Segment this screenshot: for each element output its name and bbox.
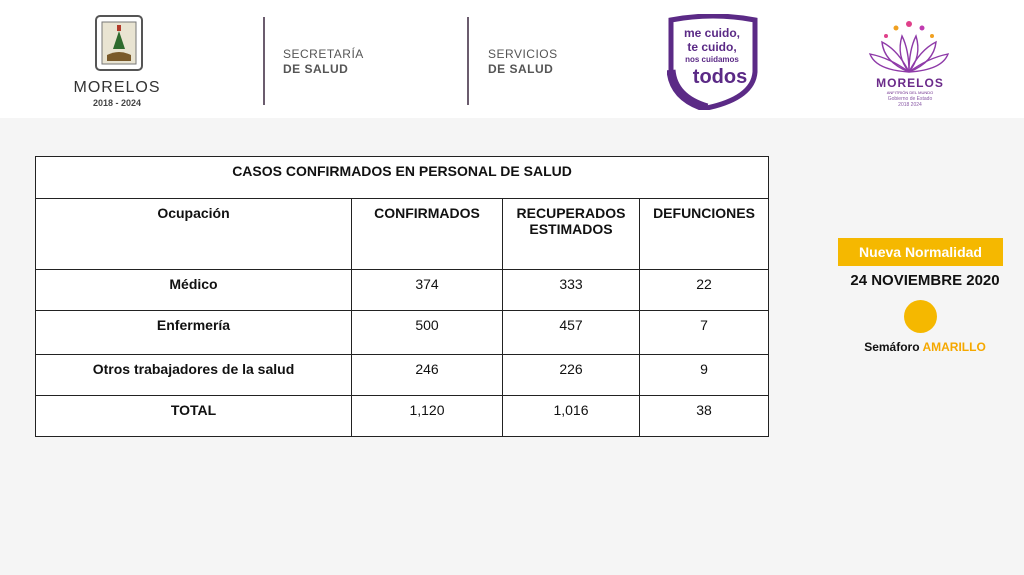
cell-defunciones: 22 bbox=[640, 270, 769, 311]
cell-confirmados: 500 bbox=[352, 311, 503, 355]
table-row-total bbox=[36, 396, 769, 437]
tourism-logo-name: MORELOS bbox=[876, 76, 944, 90]
semaforo-color-text: AMARILLO bbox=[922, 340, 986, 354]
tourism-logo-tagline: ANFITRIÓN DEL MUNDO bbox=[886, 90, 934, 95]
cell-ocupacion: Otros trabajadores de la salud bbox=[36, 355, 352, 396]
cell-recuperados: 333 bbox=[503, 270, 640, 311]
campaign-line4: todos bbox=[692, 66, 748, 88]
column-header-confirmados: CONFIRMADOS bbox=[352, 199, 503, 270]
cell-recuperados: 1,016 bbox=[503, 396, 640, 437]
cell-recuperados: 226 bbox=[503, 355, 640, 396]
semaforo-label: Semáforo bbox=[864, 340, 920, 354]
morelos-logo-text: MORELOS bbox=[73, 79, 161, 96]
morelos-shield-logo bbox=[95, 15, 143, 71]
cell-confirmados: 246 bbox=[352, 355, 503, 396]
cell-defunciones: 38 bbox=[640, 396, 769, 437]
campaign-line2: te cuido, bbox=[687, 40, 737, 54]
tourism-logo-sub2: 2018 2024 bbox=[898, 102, 922, 108]
table-row bbox=[36, 355, 769, 396]
cell-ocupacion: Médico bbox=[36, 270, 352, 311]
nueva-normalidad-badge: Nueva Normalidad bbox=[838, 238, 1003, 266]
cell-recuperados: 457 bbox=[503, 311, 640, 355]
divider bbox=[263, 17, 265, 105]
morelos-logo-years: 2018 - 2024 bbox=[92, 98, 142, 108]
me-cuido-campaign-logo bbox=[667, 14, 759, 110]
cell-ocupacion: Enfermería bbox=[36, 311, 352, 355]
secretaria-line1: SECRETARÍA bbox=[283, 47, 364, 61]
campaign-line3: nos cuidamos bbox=[685, 55, 739, 64]
table-row bbox=[36, 270, 769, 311]
report-date: 24 NOVIEMBRE 2020 bbox=[850, 272, 1000, 289]
tourism-logo-sub1: Gobierno de Estado bbox=[887, 96, 933, 102]
column-header-defunciones: DEFUNCIONES bbox=[640, 199, 769, 270]
cell-defunciones: 7 bbox=[640, 311, 769, 355]
cell-confirmados: 1,120 bbox=[352, 396, 503, 437]
column-header-recuperados: RECUPERADOS ESTIMADOS bbox=[503, 199, 640, 270]
health-personnel-cases-table bbox=[35, 156, 769, 437]
cell-defunciones: 9 bbox=[640, 355, 769, 396]
cell-ocupacion: TOTAL bbox=[36, 396, 352, 437]
cell-confirmados: 374 bbox=[352, 270, 503, 311]
servicios-line2: DE SALUD bbox=[488, 62, 554, 76]
divider bbox=[467, 17, 469, 105]
semaforo-indicator bbox=[904, 300, 937, 333]
campaign-line1: me cuido, bbox=[683, 26, 740, 40]
servicios-line1: SERVICIOS bbox=[488, 47, 558, 61]
secretaria-line2: DE SALUD bbox=[283, 62, 349, 76]
semaforo-status bbox=[830, 340, 1020, 354]
table-row bbox=[36, 311, 769, 355]
column-header-ocupacion: Ocupación bbox=[36, 199, 352, 270]
table-title: CASOS CONFIRMADOS EN PERSONAL DE SALUD bbox=[36, 157, 769, 199]
lotus-flower-icon bbox=[868, 16, 950, 74]
